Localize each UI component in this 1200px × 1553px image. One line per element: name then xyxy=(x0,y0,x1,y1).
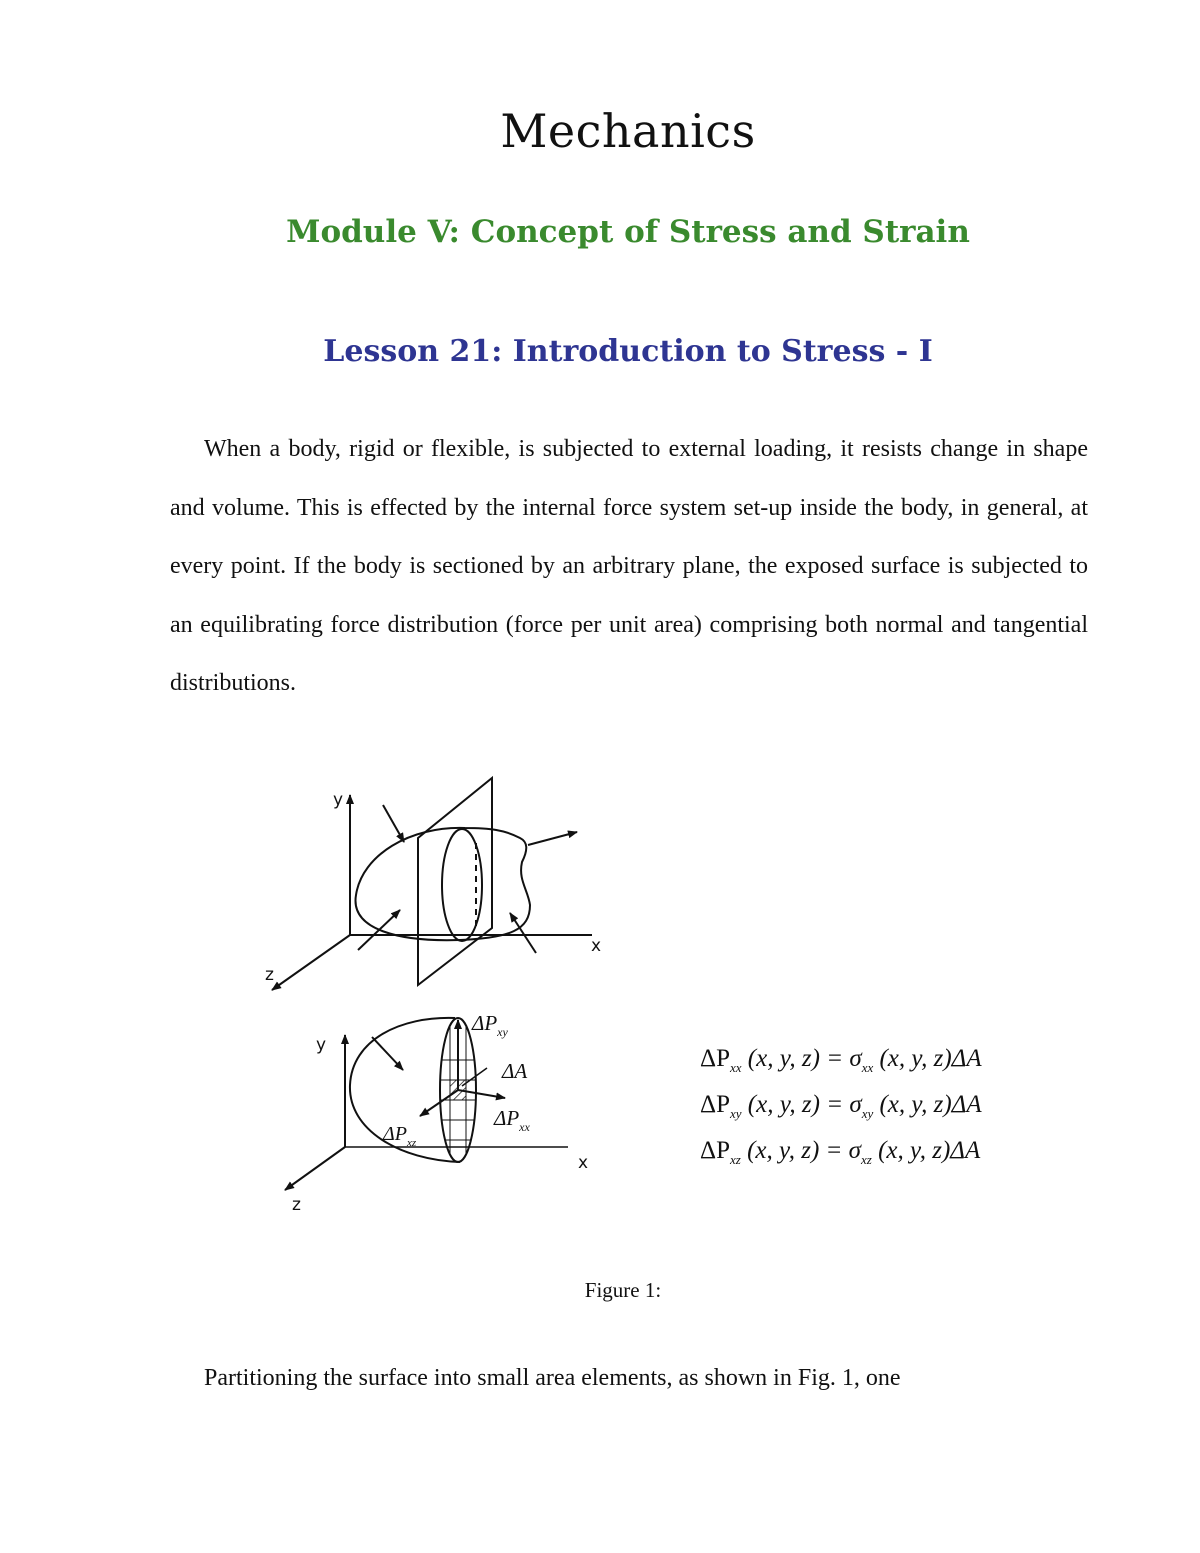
sectioned-body-figure xyxy=(272,778,592,990)
cutting-plane xyxy=(418,778,492,985)
dPxx-label: $\Delta P_{xx}$ xyxy=(494,1106,530,1134)
module-heading: Module V: Concept of Stress and Strain xyxy=(286,214,970,250)
dA-label: ΔA xyxy=(502,1059,528,1083)
top-y-label: y xyxy=(333,790,344,810)
document-title: Mechanics xyxy=(500,104,756,158)
bottom-z-label: z xyxy=(292,1195,301,1215)
lesson-heading: Lesson 21: Introduction to Stress - I xyxy=(323,334,933,369)
intro-paragraph: When a body, rigid or flexible, is subjected to external loading, it resists change in shape and volume. This is effected by the internal force system set-up inside the body, in general, at every point. If the body is sectioned by an arbitrary plane, the exposed surface is subjected to an equilibrating force distribution (force per unit area) comprising both normal and tangential distributions. xyxy=(170,436,1088,697)
area-element-figure xyxy=(285,1018,568,1190)
dPxy-label: $\Delta P_{xy}$ xyxy=(472,1011,508,1039)
figure-caption: Figure 1: xyxy=(584,1278,662,1302)
stress-equations xyxy=(700,1036,1040,1174)
bottom-y-label: y xyxy=(316,1035,327,1055)
equation-xx: $\Delta P_{xx}$ (x, y, $z) = \sigma_{xx}$ (x, y, z)ΔA xyxy=(700,1045,982,1075)
z-axis xyxy=(272,935,350,990)
equation-xy: $\Delta P_{xy}$ (x, y, $z) = \sigma_{xy}$ (x, y, z)ΔA xyxy=(700,1091,982,1121)
dPxz-label: $\Delta P_{xz}$ xyxy=(383,1123,417,1149)
top-z-label: z xyxy=(265,965,274,985)
top-x-label: x xyxy=(591,936,602,956)
equation-xz: $\Delta P_{xz}$ (x, y, $z) = \sigma_{xz}$ (x, y, z)ΔA xyxy=(700,1137,981,1167)
continuation-paragraph: Partitioning the surface into small area elements, as shown in Fig. 1, one xyxy=(204,1365,901,1391)
bottom-x-label: x xyxy=(578,1153,589,1173)
